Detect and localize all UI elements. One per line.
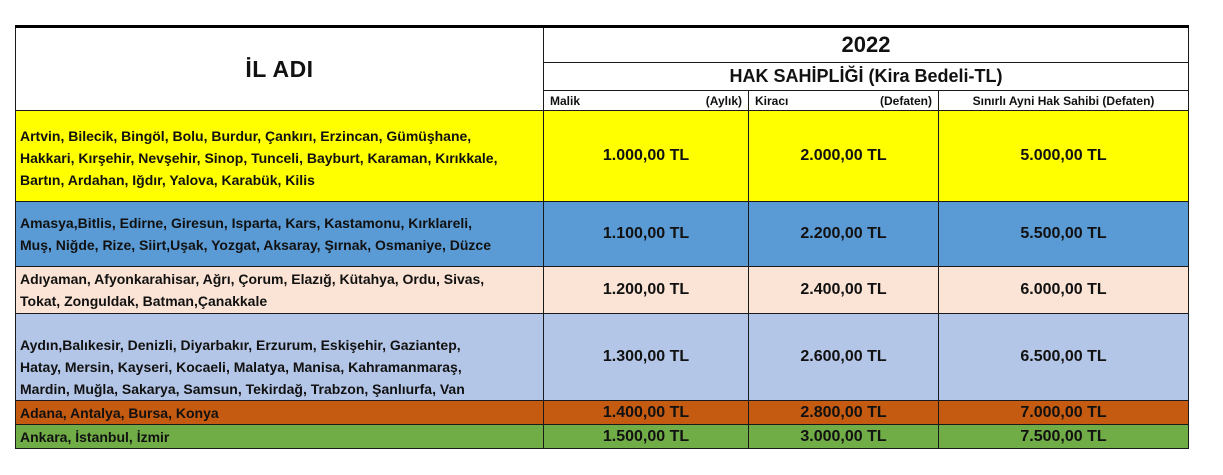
province-line: Amasya,Bitlis, Edirne, Giresun, Isparta, Kars, Kastamonu, Kırklareli, bbox=[20, 215, 473, 231]
province-line: Artvin, Bilecik, Bingöl, Bolu, Burdur, Çankırı, Erzincan, Gümüşhane, bbox=[20, 128, 472, 144]
province-line: Muş, Niğde, Rize, Siirt,Uşak, Yozgat, Aksaray, Şırnak, Osmaniye, Düzce bbox=[20, 237, 491, 253]
table-row bbox=[16, 111, 1189, 202]
column-header-kiraci-unit: (Defaten) bbox=[879, 93, 932, 108]
rent-table bbox=[15, 25, 1189, 449]
malik-amount: 1.500,00 TL bbox=[544, 425, 749, 449]
kiraci-amount: 2.000,00 TL bbox=[749, 111, 939, 202]
malik-amount: 1.000,00 TL bbox=[544, 111, 749, 202]
province-line: Adana, Antalya, Bursa, Konya bbox=[20, 404, 219, 421]
sinirli-amount: 6.500,00 TL bbox=[939, 314, 1189, 401]
province-list-cell bbox=[16, 111, 544, 202]
malik-amount: 1.300,00 TL bbox=[544, 314, 749, 401]
header-row-year bbox=[16, 27, 1189, 63]
malik-amount: 1.100,00 TL bbox=[544, 202, 749, 267]
table-row bbox=[16, 202, 1189, 267]
column-header-malik-unit: (Aylık) bbox=[705, 93, 742, 108]
kiraci-amount: 2.400,00 TL bbox=[749, 267, 939, 314]
province-line: Bartın, Ardahan, Iğdır, Yalova, Karabük, Kilis bbox=[20, 172, 315, 188]
sinirli-amount: 5.000,00 TL bbox=[939, 111, 1189, 202]
province-line: Ankara, İstanbul, İzmir bbox=[20, 428, 170, 445]
province-line: Hakkari, Kırşehir, Nevşehir, Sinop, Tunceli, Bayburt, Karaman, Kırıkkale, bbox=[20, 150, 498, 166]
kiraci-amount: 2.600,00 TL bbox=[749, 314, 939, 401]
table-row bbox=[16, 267, 1189, 314]
column-header-malik-label: Malik bbox=[550, 93, 581, 108]
malik-amount: 1.200,00 TL bbox=[544, 267, 749, 314]
kiraci-amount: 3.000,00 TL bbox=[749, 425, 939, 449]
year-header: 2022 bbox=[544, 27, 1189, 63]
province-line: Mardin, Muğla, Sakarya, Samsun, Tekirdağ, Trabzon, Şanlıurfa, Van bbox=[20, 381, 465, 397]
sinirli-amount: 5.500,00 TL bbox=[939, 202, 1189, 267]
kiraci-amount: 2.800,00 TL bbox=[749, 401, 939, 425]
province-line: Hatay, Mersin, Kayseri, Kocaeli, Malatya, Manisa, Kahramanmaraş, bbox=[20, 359, 462, 375]
rights-subheading: HAK SAHİPLİĞİ (Kira Bedeli-TL) bbox=[544, 63, 1189, 91]
table-row bbox=[16, 425, 1189, 449]
sinirli-amount: 7.500,00 TL bbox=[939, 425, 1189, 449]
sinirli-amount: 7.000,00 TL bbox=[939, 401, 1189, 425]
province-list-cell bbox=[16, 425, 544, 449]
sinirli-amount: 6.000,00 TL bbox=[939, 267, 1189, 314]
province-list-cell bbox=[16, 401, 544, 425]
column-header-kiraci-label: Kiracı bbox=[755, 93, 789, 108]
province-list-cell bbox=[16, 202, 544, 267]
table-row bbox=[16, 401, 1189, 425]
column-header-kiraci bbox=[749, 91, 939, 111]
column-header-malik bbox=[544, 91, 749, 111]
province-column-header: İL ADI bbox=[16, 27, 544, 111]
malik-amount: 1.400,00 TL bbox=[544, 401, 749, 425]
province-list-cell bbox=[16, 267, 544, 314]
table-row bbox=[16, 314, 1189, 401]
kiraci-amount: 2.200,00 TL bbox=[749, 202, 939, 267]
province-line: Adıyaman, Afyonkarahisar, Ağrı, Çorum, Elazığ, Kütahya, Ordu, Sivas, bbox=[20, 271, 485, 287]
province-list-cell bbox=[16, 314, 544, 401]
column-header-sinirli: Sınırlı Ayni Hak Sahibi (Defaten) bbox=[939, 91, 1189, 111]
province-line: Tokat, Zonguldak, Batman,Çanakkale bbox=[20, 293, 268, 309]
province-line: Aydın,Balıkesir, Denizli, Diyarbakır, Erzurum, Eskişehir, Gaziantep, bbox=[20, 337, 461, 353]
